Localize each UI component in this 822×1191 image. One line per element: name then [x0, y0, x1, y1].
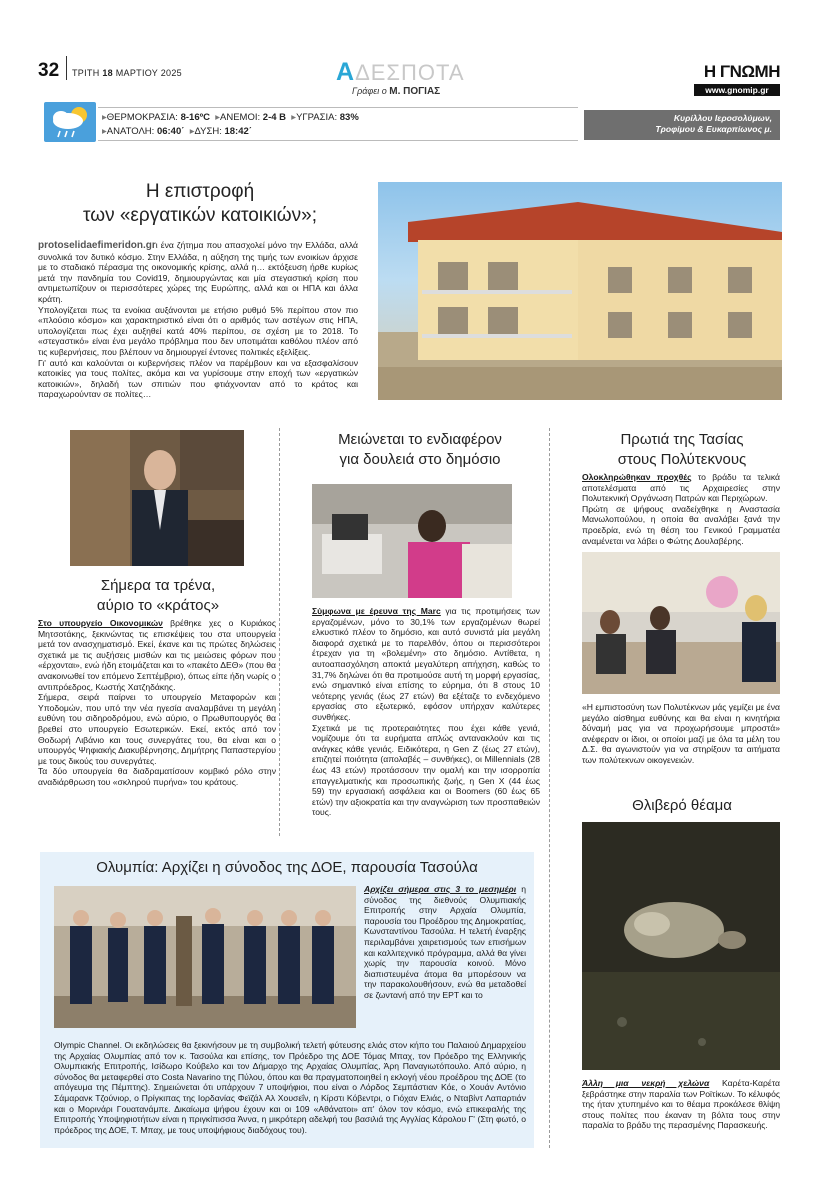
cloud-rain-sun-icon — [44, 102, 96, 142]
tasia-title-line-1: Πρωτιά της Τασίας — [620, 431, 744, 448]
public-jobs-title-line-1: Μειώνεται το ενδιαφέρον — [338, 431, 502, 448]
trains-title-line-1: Σήμερα τα τρένα, — [100, 577, 216, 594]
nameday-line-2: Τροφίμου & Ευκαρπίωνος μ. — [655, 124, 772, 134]
olympia-para-1-text: η σύνοδος της διεθνούς Ολυμπιακής Επιτροπής στην Αρχαία Ολυμπία, παρουσία του Προέδρου της Δημοκρατίας, Κωνσταντίνου Τασούλα. Η τελετή έναρξης περιλαμβάνει χαιρετισμούς των επισήμων και καλλιτεχνικό πρόγραμμα, αλλά θα γίνει χωρίς την παρουσία κοινού. Μόνο διαπιστευμένα άτομα θα μπορέσουν να την παρακολουθήσουν, ενώ θα μεταδοθεί σε ζωντανή από την ΕΡΤ και το — [364, 884, 526, 1000]
tasia-title-line-2: στους Πολύτεκνους — [617, 451, 747, 468]
tasia-lead: Ολοκληρώθηκαν προχθές — [582, 472, 692, 482]
tasia-quote — [582, 702, 780, 766]
lead-para-2: Υπολογίζεται πως τα ενοίκια αυξάνονται με ετήσιο ρυθμό 5% περίπου στον πιο «πλούσιο κόσμο» και χαρακτηριστικό είναι ότι ο αριθμός των αστέγων στις ΗΠΑ, υπολογίζεται πως έχει αυξηθεί κατά 40% περίπου, σε σχέση με το 2018. Το «στεγαστικό» είναι ένα μεγάλο πρόβλημα που δεν υποτιμάται καθόλου πλέον από τις κυβερνήσεις, που βλέπουν να δημιουργεί έντονες πολιτικές εξελίξεις. — [38, 304, 358, 357]
public-jobs-title — [302, 430, 538, 470]
trains-para-1-text: βρέθηκε χες ο Κυριάκος Μητσοτάκης, ξεκινώντας τις επισκέψεις του στα υπουργεία μετά τον ανασχηματισμό. Εκεί, έκανε και τις πρώτες δηλώσεις σχετικά με τις αυξήσεις μισθών και τις μειώσεις φόρων που «έρχονται», ενώ ήδη ετοιμάζεται και το «πακέτο ΔΕΘ» (που θα ανακοινωθεί τον επόμενο Σεπτέμβριο), όπως είπε ήδη νωρίς ο αντιπρόεδρος, Κωστής Χατζηδάκης. — [38, 618, 276, 692]
lead-article — [38, 180, 782, 400]
lead-para-3: Γι' αυτό και καλούνται οι κυβερνήσεις πλέον να παρέμβουν και να εξασφαλίσουν κατοικίες για τους πολίτες, ακόμα και να γυρίσουμε στην εποχή των «εργατικών κατοικιών», δηλαδή των σπιτιών που φτιάχνονταν από το κράτος και παραχωρούνταν σε πολίτες… — [38, 357, 358, 400]
olympia-lead: Αρχίζει σήμερα στις 3 το μεσημέρι — [364, 884, 517, 894]
page-number-divider — [66, 56, 67, 80]
lead-title-line-2: των «εργατικών κατοικιών»; — [83, 205, 317, 226]
olympia-para-1 — [364, 884, 526, 1001]
turtle-para-text: Καρέτα-Καρέτα ξεβράστηκε στην παραλία των Ροϊτίκων. Το κέλυφός της ήταν χτυπημένο και το θέαμα προκάλεσε θλίψη στους πολίτες που έκαναν τη βόλτα τους στην παραλία το βράδυ της περασμένης Παρασκευής. — [582, 1078, 780, 1131]
ioc-candidates-photo — [54, 886, 356, 1028]
housing-photo — [378, 182, 782, 400]
sunset-value: 18:42΄ — [224, 126, 252, 137]
issue-date — [72, 68, 182, 78]
sunrise-label: ΑΝΑΤΟΛΗ: — [106, 126, 155, 137]
trains-para-3: Τα δύο υπουργεία θα διαδραματίσουν κομβικό ρόλο στην αναδιάρθρωση του «σκληρού πυρήνα» του κράτους. — [38, 766, 276, 787]
wind-value: 2-4 Β — [262, 112, 287, 123]
section-title-rest: ΔΕΣΠΟΤΑ — [355, 60, 465, 85]
turtle-title: Θλιβερό θέαμα — [632, 797, 732, 814]
public-jobs-lead: Σύμφωνα με έρευνα της Marc — [312, 606, 441, 616]
weather-row-1: ▸ΘΕΡΜΟΚΡΑΣΙΑ: 8-16ºC ▸ΑΝΕΜΟΙ: 2-4 Β ▸ΥΓΡΑΣΙΑ: 83% — [102, 112, 359, 123]
weather-row-2: ▸ΑΝΑΤΟΛΗ: 06:40΄ ▸ΔΥΣΗ: 18:42΄ — [102, 126, 252, 137]
page-header — [0, 0, 822, 112]
tasia-body — [582, 472, 780, 546]
olympia-body-bottom — [54, 1040, 526, 1135]
byline-prefix: Γράφει ο — [352, 86, 387, 96]
public-jobs-para-1-text: για τις προτιμήσεις των εργαζομένων, μόνο το 30,1% των εργαζομένων θωρεί ελκυστικό πλέον το δημόσιο, και αυτό συνιστά μία μεγάλη διαφορά σχετικά με το παρελθόν, όπου οι περισσότεροι έτρεχαν για τη «βολεμένη» στο δημόσιο. Αντίθετα, η αυτοαπασχόληση αποκτά μεγαλύτερη απήχηση, καθώς το 31,7% δηλώνει ότι θα προτιμούσε αυτή τη μορφή εργασίας, ενώ σημαντικό είναι επίσης το εύρημα, ότι 8 στους 10 νεότερης γενιάς (έως 27 ετών) θα εξέταζε το ενδεχόμενο εργασίας στο εξωτερικό, εφόσον υπήρχαν καλύτερες συνθήκες. — [312, 606, 540, 722]
byline — [352, 86, 440, 97]
turtle-body — [582, 1078, 780, 1131]
public-jobs-body — [312, 606, 540, 818]
tasia-article — [582, 430, 782, 770]
column-divider-2 — [549, 428, 550, 1148]
office-worker-photo — [312, 484, 512, 598]
public-jobs-para-2: Σχετικά με τις προτεραιότητες που έχει κάθε γενιά, νομίζουμε ότι τα ευρήματα απλώς αντανακλούν και τις ανάγκες κάθε γενιάς. Ειδικότερα, η Gen Z (έως 27 ετών), επιζητεί ποιότητα (απολαβές – συνθήκες), οι Millennials (28 έως 43 ετών) προτάσσουν την ομαλή και την ισορροπία επαγγελματικής και προσωπικής ζωής, η Gen X (44 έως 59) την εργασιακή ασφάλεια και οι Boomers (60 έως 65 ετών) την αξιοκρατία και την αναγνώριση των προσπαθειών τους. — [312, 722, 540, 818]
olympia-body-right — [364, 884, 526, 1001]
trains-para-1 — [38, 618, 276, 692]
sunset-label: ΔΥΣΗ: — [194, 126, 222, 137]
tasia-para-1 — [582, 472, 780, 504]
column-divider-1 — [279, 428, 280, 836]
temperature-label: ΘΕΡΜΟΚΡΑΣΙΑ: — [106, 112, 178, 123]
paper-logo: Η ΓΝΩΜΗ — [703, 62, 780, 81]
lead-article-title — [38, 180, 362, 228]
byline-name: Μ. ΠΟΓΙΑΣ — [389, 86, 441, 97]
tasia-title — [582, 430, 782, 470]
trains-lead: Στο υπουργείο Οικονομικών — [38, 618, 163, 628]
trains-title — [38, 576, 278, 616]
date-month-year: ΜΑΡΤΙΟΥ 2025 — [115, 68, 182, 78]
lead-para-1-text: ι ένα ζήτημα που απασχολεί μόνο την Ελλάδα, αλλά συνολικά τον δυτικό κόσμο. Στην Ελλάδα, η αύξηση της τιμής των ενοικίων άρχισε με το σταδιακό πέρασμα της οικονομικής κρίσης, αλλά η… εκτόξευση ήρθε κυρίως μετά την πανδημία του Covid19, δημιουργώντας και μία στεγαστική κρίση που αντιμετωπίζουν οι περισσότερες χώρες της Ευρώπης, αλλά και οι ΗΠΑ και άλλα κράτη. — [38, 240, 358, 304]
turtle-lead: Άλλη μια νεκρή χελώνα — [582, 1078, 710, 1088]
pm-office-photo — [70, 430, 244, 566]
temperature-value: 8-16ºC — [180, 112, 210, 123]
paper-url[interactable]: www.gnomip.gr — [694, 84, 780, 96]
public-jobs-article — [312, 430, 540, 830]
weather-rule-bottom — [98, 140, 578, 141]
humidity-label: ΥΓΡΑΣΙΑ: — [296, 112, 338, 123]
weather-rule-top — [98, 107, 578, 108]
trains-article — [38, 430, 276, 830]
olympia-title: Ολυμπία: Αρχίζει η σύνοδος της ΔΟΕ, παρουσία Τασούλα — [96, 859, 478, 876]
olympia-para-2: Olympic Channel. Οι εκδηλώσεις θα ξεκινήσουν με τη συμβολική τελετή φύτευσης ελιάς στον κήπο του Παλαιού Δημαρχείου της Αρχαίας Ολυμπίας από τον κ. Τασούλα και επίσης, τον Πρόεδρο της ΔΟΕ Τόμας Μπαχ, τον Πρόεδρο της Ελληνικής Ολυμπιακής Επιτροπής, Ισίδωρο Κούβελο και τον Δήμαρχο της Αρχαίας Ολυμπίας, Άρη Παναγιωτόπουλο. Από αύριο, η σύνοδος θα μεταφερθεί στο Costa Navarino της Πύλου, όπου και θα πραγματοποιηθεί η εκλογή νέου προέδρου της ΔΟΕ (το απόγευμα της Πέμπτης). Σημειώνεται ότι υπάρχουν 7 υποψήφιοι, που είναι ο Λόρδος Σεμπάστιαν Κόε, ο Χουάν Αντόνιο Σάμαρανκ Τζούνιορ, ο Πρίγκιπας της Ιορδανίας Φεϊζάλ Αλ Χουσεΐν, η Κίρστι Κόβεντρι, ο Γιόχαν Ελιάς, ο Νταβίντ Λαπαρτιάν και ο Μορινάρι Γουατανάμπε. Δικαίωμα ψήφου έχουν και οι 109 «Αθάνατοι» απ' όλον τον κόσμο, ενώ επικεφαλής της Επιτροπής Υποψηφιοτήτων είναι η πριγκίπισσα Άννα, η μικρότερη αδελφή του βασιλιά της Αγγλίας Κάρολου Γ' (Στη φωτό, ο πρόεδρος της ΔΟΕ, Τ. Μπαχ, με τους υποψήφιους διαδόχους του). — [54, 1040, 526, 1135]
trains-para-2: Σήμερα, σειρά παίρνει το υπουργείο Μεταφορών και Υποδομών, που υπό την νέα ηγεσία αναλαμβάνει τη μεγάλη ευθύνη του σιδηροδρόμου, ενώ αύριο, ο Πρωθυπουργός θα βρεθεί στο υπουργείο Εσωτερικών. Εκεί, εκτός από τον Θοδωρή Λιβάνιο και τους συνεργάτες του, θα είναι και ο υπουργός Ψηφιακής Διακυβέρνησης, Δημήτρης Παπαστεργίου με τους δικούς του συνεργάτες. — [38, 692, 276, 766]
weather-bar — [38, 100, 782, 144]
turtle-para — [582, 1078, 780, 1131]
polytekneis-photo — [582, 552, 780, 694]
lead-article-body — [38, 240, 358, 400]
date-weekday: ΤΡΙΤΗ — [72, 68, 100, 78]
watermark-text: protoselidaefimeridon.gr — [38, 240, 156, 251]
tasia-para-1-text: το βράδυ τα τελικά αποτελέσματα από τις Αρχαιρεσίες στην Πολυτεκνική Οργάνωση Πατρών και Περιχώρων. — [582, 472, 780, 504]
tasia-quote-text: «Η εμπιστοσύνη των Πολυτέκνων μάς γεμίζει με ένα μεγάλο αίσθημα ευθύνης και θα είναι η κινητήρια δύναμή μας για να προχωρήσουμε μπροστά» ανέφεραν οι ίδιοι, οι οποίοι μαζί με όλα τα μέλη του Δ.Σ. θα αγωνιστούν για να στηρίξουν τα αιτήματα των πολύτεκνων οικογενειών. — [582, 702, 780, 765]
lead-title-line-1: Η επιστροφή — [145, 181, 255, 202]
wind-label: ΑΝΕΜΟΙ: — [220, 112, 261, 123]
lead-para-1 — [38, 240, 358, 305]
turtle-photo — [582, 822, 780, 1070]
section-title-initial: Α — [336, 58, 356, 86]
trains-title-line-2: αύριο το «κράτος» — [96, 597, 220, 614]
olympia-article — [40, 852, 534, 1148]
public-jobs-para-1 — [312, 606, 540, 723]
section-title — [336, 58, 465, 87]
humidity-value: 83% — [339, 112, 359, 123]
tasia-para-2: Πρώτη σε ψήφους αναδείχθηκε η Αναστασία Μανωλοπούλου, η οποία θα αναλάβει ξανά την προεδρία, ενώ τη θέση του Γενικού Γραμματέα αναμένεται να λάβει ο Φώτης Δουλαβέρης. — [582, 503, 780, 546]
page-number: 32 — [38, 60, 60, 81]
turtle-article — [582, 796, 782, 1156]
nameday-line-1: Κυρίλλου Ιεροσολύμων, — [673, 113, 772, 123]
public-jobs-title-line-2: για δουλειά στο δημόσιο — [339, 451, 501, 468]
trains-body — [38, 618, 276, 788]
nameday-box — [584, 110, 780, 140]
sunrise-value: 06:40΄ — [156, 126, 185, 137]
date-day: 18 — [102, 68, 113, 78]
